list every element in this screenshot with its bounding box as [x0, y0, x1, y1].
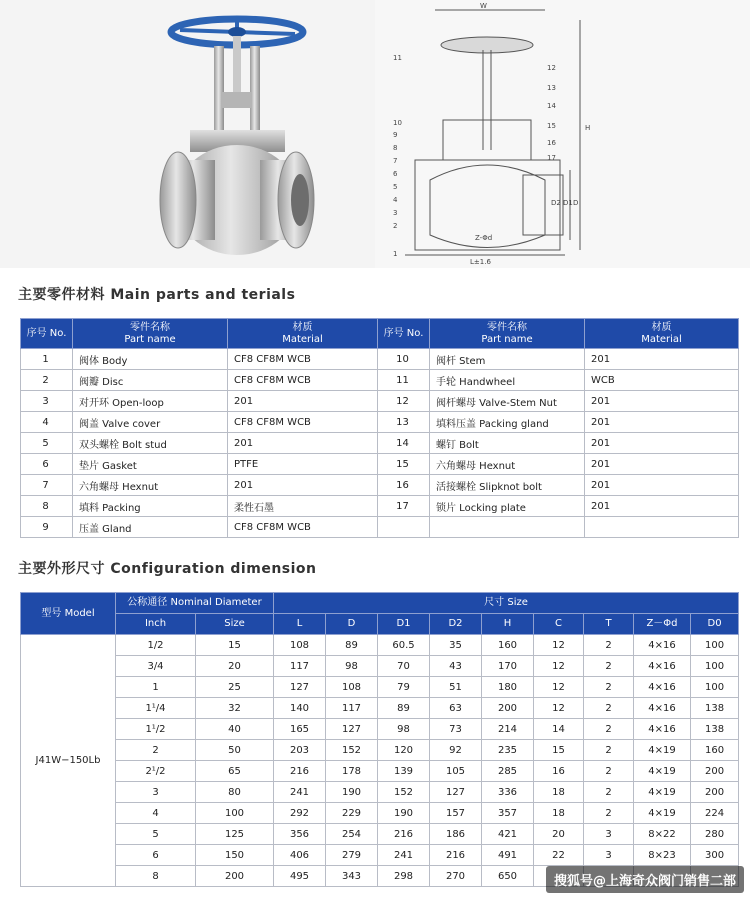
table-cell: 4 [21, 412, 73, 433]
table-cell: 180 [482, 677, 534, 698]
table-cell: 填料压盖 Packing gland [430, 412, 585, 433]
table-cell: 241 [274, 782, 326, 803]
table-cell: 阀杆 Stem [430, 349, 585, 370]
table-cell: 65 [196, 761, 274, 782]
technical-drawing-svg [375, 0, 750, 268]
table-cell: 152 [378, 782, 430, 803]
drawing-dim-label: W [480, 2, 487, 10]
table-cell: 241 [378, 845, 430, 866]
table-cell: 60.5 [378, 635, 430, 656]
parts-header-no: 序号 No. [21, 319, 73, 349]
table-cell: 15 [196, 635, 274, 656]
parts-header-material-cn: 材质 [651, 321, 672, 333]
table-cell: 108 [274, 635, 326, 656]
table-cell: 292 [274, 803, 326, 824]
table-row [21, 635, 739, 656]
table-cell: 224 [691, 803, 739, 824]
table-cell: 200 [691, 782, 739, 803]
table-cell: 填料 Packing [73, 496, 228, 517]
table-cell: 201 [585, 433, 739, 454]
table-cell: 152 [326, 740, 378, 761]
table-cell: PTFE [228, 454, 378, 475]
table-cell: 89 [326, 635, 378, 656]
table-cell: 3 [584, 845, 634, 866]
table-cell: 6 [116, 845, 196, 866]
dims-header-col: C [534, 614, 584, 635]
table-cell: 127 [326, 719, 378, 740]
table-cell: 214 [482, 719, 534, 740]
table-cell: 79 [378, 677, 430, 698]
table-cell: 201 [585, 412, 739, 433]
table-cell: 80 [196, 782, 274, 803]
table-cell: 3 [584, 824, 634, 845]
table-cell: 4 [116, 803, 196, 824]
table-row [21, 782, 739, 803]
table-cell: 2 [584, 656, 634, 677]
table-cell: WCB [585, 370, 739, 391]
table-cell: 140 [274, 698, 326, 719]
table-cell: 100 [691, 656, 739, 677]
parts-header-name-cn: 零件名称 [487, 321, 527, 333]
table-cell: 压盖 Gland [73, 517, 228, 538]
parts-header-name-cn: 零件名称 [130, 321, 170, 333]
table-row [21, 412, 739, 433]
table-cell: 15 [378, 454, 430, 475]
table-cell: 20 [534, 824, 584, 845]
table-cell: 201 [228, 433, 378, 454]
table-cell: 298 [378, 866, 430, 887]
table-cell: 17 [378, 496, 430, 517]
table-row [21, 719, 739, 740]
table-cell: 双头螺栓 Bolt stud [73, 433, 228, 454]
table-cell: 2 [584, 719, 634, 740]
table-cell: 3/4 [116, 656, 196, 677]
table-cell: 200 [482, 698, 534, 719]
dims-table-body [21, 635, 739, 887]
table-cell: 150 [196, 845, 274, 866]
watermark: 搜狐号@上海奇众阀门销售二部 [546, 866, 744, 893]
drawing-label: 1 [393, 250, 398, 258]
table-cell: 51 [430, 677, 482, 698]
table-row [21, 391, 739, 412]
table-cell: 9 [21, 517, 73, 538]
table-cell: 201 [585, 391, 739, 412]
table-cell: 12 [534, 635, 584, 656]
table-cell: 阀盖 Valve cover [73, 412, 228, 433]
table-cell: 8×22 [634, 824, 691, 845]
table-cell: 16 [534, 761, 584, 782]
table-cell: 活接螺栓 Slipknot bolt [430, 475, 585, 496]
table-cell: 14 [534, 719, 584, 740]
table-cell: 120 [378, 740, 430, 761]
table-cell: 2 [116, 740, 196, 761]
table-cell: 35 [430, 635, 482, 656]
table-cell: 127 [430, 782, 482, 803]
drawing-label: 12 [547, 64, 556, 72]
table-cell: 216 [274, 761, 326, 782]
table-row [21, 761, 739, 782]
table-cell: 270 [430, 866, 482, 887]
table-cell: 201 [228, 475, 378, 496]
dims-header-col: T [584, 614, 634, 635]
table-cell: 六角螺母 Hexnut [73, 475, 228, 496]
table-cell: CF8 CF8M WCB [228, 349, 378, 370]
table-cell: 10 [378, 349, 430, 370]
table-cell: 螺钉 Bolt [430, 433, 585, 454]
table-cell: 127 [274, 677, 326, 698]
table-cell: 12 [378, 391, 430, 412]
table-cell [378, 517, 430, 538]
table-cell: 200 [196, 866, 274, 887]
parts-header-no: 序号 No. [378, 319, 430, 349]
drawing-label: 15 [547, 122, 556, 130]
drawing-dim-label: D2 [551, 199, 561, 207]
table-cell: 1¹/2 [116, 719, 196, 740]
table-cell: 63 [430, 698, 482, 719]
table-cell: 8 [116, 866, 196, 887]
drawing-label: 7 [393, 157, 398, 165]
table-row [21, 349, 739, 370]
table-cell: 32 [196, 698, 274, 719]
table-cell: 2 [584, 782, 634, 803]
table-cell: 285 [482, 761, 534, 782]
table-cell: 对开环 Open-loop [73, 391, 228, 412]
parts-header-material-cn: 材质 [292, 321, 313, 333]
dims-header-col: D0 [691, 614, 739, 635]
table-cell: 178 [326, 761, 378, 782]
table-cell: 201 [585, 475, 739, 496]
table-cell: 201 [585, 496, 739, 517]
table-cell: 6 [21, 454, 73, 475]
dims-header-col: D1 [378, 614, 430, 635]
dims-section-title: 主要外形尺寸 Configuration dimension [18, 561, 317, 577]
drawing-label: 11 [393, 54, 402, 62]
table-cell: 5 [116, 824, 196, 845]
table-cell: 406 [274, 845, 326, 866]
table-cell: 117 [274, 656, 326, 677]
table-cell: 356 [274, 824, 326, 845]
table-row [21, 740, 739, 761]
table-cell: 190 [326, 782, 378, 803]
table-cell: 16 [378, 475, 430, 496]
table-cell: 20 [196, 656, 274, 677]
table-cell: 203 [274, 740, 326, 761]
table-cell: 357 [482, 803, 534, 824]
table-cell: 108 [326, 677, 378, 698]
table-cell: 1/2 [116, 635, 196, 656]
table-cell: 2 [584, 677, 634, 698]
dims-header-model: 型号 Model [21, 593, 116, 635]
table-cell: 8×23 [634, 845, 691, 866]
table-cell: 4×19 [634, 740, 691, 761]
table-cell: 1 [116, 677, 196, 698]
drawing-label: 4 [393, 196, 398, 204]
table-cell: 216 [430, 845, 482, 866]
table-cell: 160 [691, 740, 739, 761]
dims-header-size-group: 尺寸 Size [274, 593, 739, 614]
technical-drawing [375, 0, 750, 268]
table-cell: 4×16 [634, 698, 691, 719]
table-cell: 阀杆螺母 Valve-Stem Nut [430, 391, 585, 412]
parts-section-title: 主要零件材料 Main parts and terials [18, 287, 296, 303]
table-cell: 43 [430, 656, 482, 677]
table-cell: 201 [228, 391, 378, 412]
table-cell: 2¹/2 [116, 761, 196, 782]
parts-header-material-en: Material [282, 333, 323, 345]
dims-header-col: L [274, 614, 326, 635]
table-cell: 2 [584, 761, 634, 782]
table-cell: 2 [584, 740, 634, 761]
drawing-label: 17 [547, 154, 556, 162]
table-cell: 8 [21, 496, 73, 517]
table-cell: 5 [21, 433, 73, 454]
table-cell: 201 [585, 349, 739, 370]
table-cell: 235 [482, 740, 534, 761]
table-row [21, 656, 739, 677]
table-row [21, 475, 739, 496]
table-row [21, 454, 739, 475]
table-cell: 300 [691, 845, 739, 866]
table-cell: CF8 CF8M WCB [228, 517, 378, 538]
table-cell: 12 [534, 677, 584, 698]
drawing-dim-label: D [573, 199, 579, 207]
table-cell: 2 [584, 698, 634, 719]
table-cell: 92 [430, 740, 482, 761]
table-cell: 201 [585, 454, 739, 475]
table-cell: 22 [534, 845, 584, 866]
table-row [21, 824, 739, 845]
table-cell: 89 [378, 698, 430, 719]
dims-header-size: Size [196, 614, 274, 635]
table-cell: 160 [482, 635, 534, 656]
drawing-label: 5 [393, 183, 398, 191]
table-cell: 18 [534, 782, 584, 803]
table-cell: 279 [326, 845, 378, 866]
drawing-label: 10 [393, 119, 402, 127]
parts-header-name-en: Part name [481, 333, 533, 345]
table-cell: 阀瓣 Disc [73, 370, 228, 391]
table-cell: 98 [326, 656, 378, 677]
dims-header-col: D2 [430, 614, 482, 635]
valve-photo [0, 0, 375, 268]
table-row [21, 677, 739, 698]
table-cell: 4×16 [634, 719, 691, 740]
table-cell: 4×16 [634, 635, 691, 656]
table-cell: 125 [196, 824, 274, 845]
table-cell: 70 [378, 656, 430, 677]
table-cell: 117 [326, 698, 378, 719]
table-cell: 100 [691, 677, 739, 698]
parts-header-name [73, 319, 228, 349]
table-cell: 阀体 Body [73, 349, 228, 370]
dims-header-inch: Inch [116, 614, 196, 635]
table-row [21, 845, 739, 866]
drawing-label: 6 [393, 170, 398, 178]
table-cell: 13 [378, 412, 430, 433]
model-cell: J41W−150Lb [21, 635, 116, 887]
table-cell: 186 [430, 824, 482, 845]
table-cell: 4×19 [634, 761, 691, 782]
table-cell: 3 [116, 782, 196, 803]
drawing-label: 2 [393, 222, 398, 230]
table-cell: 170 [482, 656, 534, 677]
table-cell: 190 [378, 803, 430, 824]
table-cell: 12 [534, 656, 584, 677]
table-cell: CF8 CF8M WCB [228, 370, 378, 391]
table-cell: 216 [378, 824, 430, 845]
table-cell: 650 [482, 866, 534, 887]
table-cell [585, 517, 739, 538]
parts-header-material [585, 319, 739, 349]
table-cell: 343 [326, 866, 378, 887]
drawing-dim-label: Z-Φd [475, 234, 493, 242]
drawing-label: 9 [393, 131, 398, 139]
table-cell: 165 [274, 719, 326, 740]
table-cell: 229 [326, 803, 378, 824]
table-row [21, 517, 739, 538]
table-cell: 98 [378, 719, 430, 740]
table-cell: 280 [691, 824, 739, 845]
table-row [21, 370, 739, 391]
table-cell: CF8 CF8M WCB [228, 412, 378, 433]
table-cell: 495 [274, 866, 326, 887]
table-cell: 2 [584, 635, 634, 656]
table-row [21, 698, 739, 719]
drawing-dim-label: D1 [563, 199, 573, 207]
parts-table [20, 318, 739, 538]
table-cell: 4×16 [634, 677, 691, 698]
table-cell: 73 [430, 719, 482, 740]
drawing-label: 16 [547, 139, 556, 147]
table-cell: 手轮 Handwheel [430, 370, 585, 391]
table-cell: 18 [534, 803, 584, 824]
table-row [21, 803, 739, 824]
drawing-dim-label: H [585, 124, 591, 132]
table-row [21, 496, 739, 517]
table-cell: 12 [534, 698, 584, 719]
table-cell: 254 [326, 824, 378, 845]
table-cell: 垫片 Gasket [73, 454, 228, 475]
table-cell: 200 [691, 761, 739, 782]
table-cell: 491 [482, 845, 534, 866]
table-cell: 7 [21, 475, 73, 496]
parts-header-name-en: Part name [124, 333, 176, 345]
drawing-dim-label: L±1.6 [470, 258, 491, 266]
dims-header-col: Z－Φd [634, 614, 691, 635]
table-cell: 六角螺母 Hexnut [430, 454, 585, 475]
table-cell: 1¹/4 [116, 698, 196, 719]
table-cell: 柔性石墨 [228, 496, 378, 517]
table-cell: 100 [196, 803, 274, 824]
parts-header-material [228, 319, 378, 349]
table-cell: 4×19 [634, 782, 691, 803]
table-cell: 421 [482, 824, 534, 845]
table-cell: 25 [196, 677, 274, 698]
parts-header-name [430, 319, 585, 349]
table-cell: 336 [482, 782, 534, 803]
table-cell: 2 [584, 803, 634, 824]
table-cell: 157 [430, 803, 482, 824]
table-cell: 40 [196, 719, 274, 740]
table-cell: 15 [534, 740, 584, 761]
drawing-label: 13 [547, 84, 556, 92]
dims-header-col: D [326, 614, 378, 635]
table-cell [430, 517, 585, 538]
table-row [21, 433, 739, 454]
parts-table-body [21, 349, 739, 538]
dims-table [20, 592, 739, 887]
table-cell: 3 [21, 391, 73, 412]
table-cell: 139 [378, 761, 430, 782]
drawing-label: 3 [393, 209, 398, 217]
parts-header-material-en: Material [641, 333, 682, 345]
table-cell: 锁片 Locking plate [430, 496, 585, 517]
drawing-label: 8 [393, 144, 398, 152]
table-cell: 4×16 [634, 656, 691, 677]
dims-header-col: H [482, 614, 534, 635]
table-cell: 105 [430, 761, 482, 782]
table-cell: 50 [196, 740, 274, 761]
table-cell: 100 [691, 635, 739, 656]
valve-photo-illustration [0, 0, 375, 268]
table-cell: 11 [378, 370, 430, 391]
table-cell: 2 [21, 370, 73, 391]
table-cell: 14 [378, 433, 430, 454]
table-cell: 1 [21, 349, 73, 370]
table-cell: 138 [691, 698, 739, 719]
table-cell: 138 [691, 719, 739, 740]
dims-header-nominal: 公称通径 Nominal Diameter [116, 593, 274, 614]
drawing-label: 14 [547, 102, 556, 110]
table-cell: 4×19 [634, 803, 691, 824]
